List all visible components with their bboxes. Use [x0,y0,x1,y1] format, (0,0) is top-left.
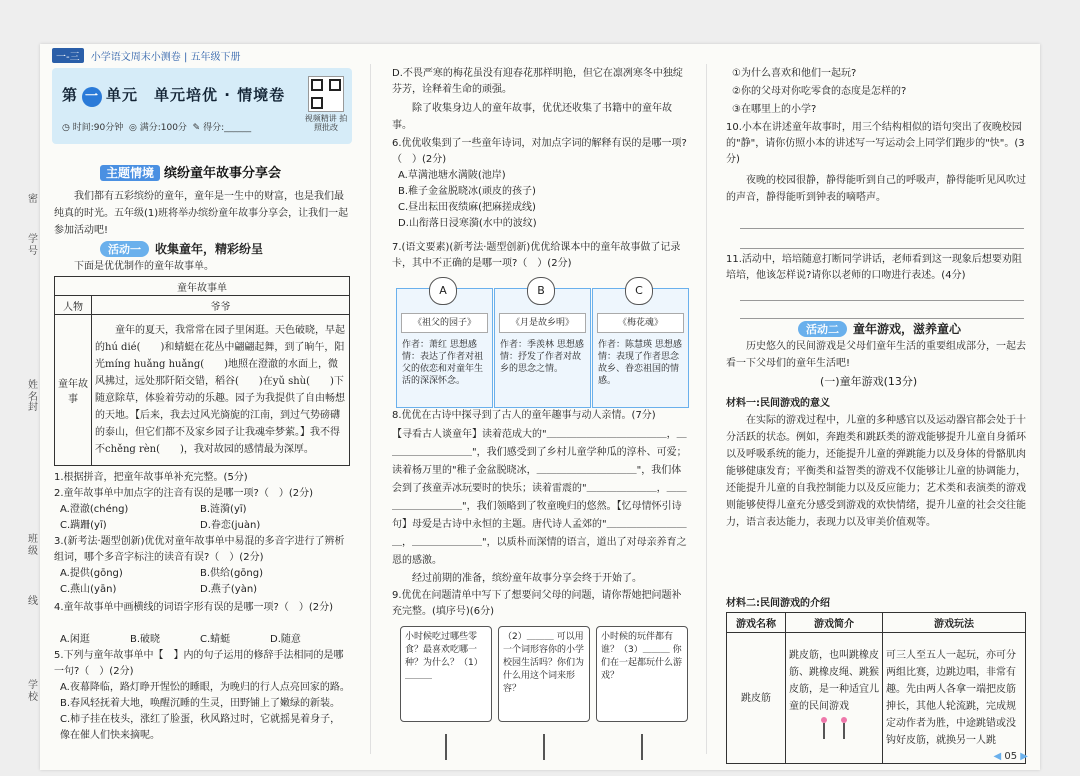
answer-line[interactable] [740,318,1024,319]
q10-quote: 夜晚的校园很静，静得能听到自己的呼吸声，静得能听见风吹过的声音，静得能听到钟表的嘀嗒声。 [726,175,1026,203]
q6-option-b: B.稚子金盆脱晓冰(顽皮的孩子) [398,186,536,197]
q4-option-d: D.随意 [270,634,301,645]
q8-end: 经过前期的准备，缤纷童年故事分享会终于开始了。 [412,573,642,584]
record-card-a [396,284,493,408]
page-header: 一-三 小学语文周末小测卷 | 五年级下册 [52,48,241,63]
activity-two-label: 活动二 [798,321,847,337]
activity-one-label: 活动一 [100,241,149,257]
margin-label-class: 班级 [28,534,38,557]
activity-two-title: 童年游戏，滋养童心 [853,322,962,336]
unit-banner [52,68,352,144]
header-series: 小学语文周末小测卷 [90,52,181,63]
q9-choice-2: ②你的父母对你吃零食的态度是怎样的? [732,86,907,97]
record-card-body: 作者：萧红 思想感情：表达了作者对祖父的依恋和对童年生活的深深怀念。 [402,340,484,386]
games-header-play: 游戏玩法 [883,613,1026,633]
q3-option-b: B.供给(gōng) [200,568,263,579]
activity-one-heading [100,240,263,257]
story-card-title: 童年故事单 [55,277,350,296]
q6-option-a: A.草满池塘水满陂(池岸) [398,170,506,181]
game-intro: 跳皮筋，也叫跳橡皮筋、跳橡皮绳、跳猴皮筋，是一种适宜儿童的民间游戏 [789,650,879,712]
clock-icon: ◷ [62,123,70,133]
q3-option-a: A.提供(gōng) [60,568,123,579]
header-grade: 五年级下册 [190,52,241,63]
record-card-b [494,284,591,408]
activity-two-intro: 历史悠久的民间游戏是父母们童年生活的重要组成部分，一起去看一下父母们的童年生活吧! [726,341,1026,369]
record-card-title: 《祖父的园子》 [401,313,488,333]
unit-title: 第 一 单元 单元培优 · 情境卷 [62,84,285,107]
q5-option-c: C.柿子挂在枝头，涨红了脸蛋，秋风路过时，它就摇晃着身子，像在催人们快来摘呢。 [60,714,341,741]
person-label: 人物 [55,296,92,315]
answer-line[interactable] [740,300,1024,301]
question-board-3[interactable]: 小时候的玩伴都有谁？（3）＿＿＿ 你们在一起都玩什么游戏？ [596,626,688,722]
question-9: 9.优优在问题清单中写下了想要问父母的问题，请你帮她把问题补充完整。(填序号)(6分) [392,590,682,617]
question-7: 7.(语文要素)(新考法·题型创新)优优给课本中的童年故事做了记录卡，其中不正确的是哪一项?（ ）(2分) [392,242,681,269]
material-one-body: 在实际的游戏过程中，儿童的多种感官以及运动器官都会处于十分活跃的状态。例如，奔跑类和跳跃类的游戏能够提升儿童自身循环以及呼吸系统的能力，还能提升儿童的弹跳能力以及身体的骨骼肌肉能够健康发育；平衡类和益智类的游戏不仅能够让儿童的协调能力，还能提升儿童的自我控制能力以及反应能力；艺术类和表演类的游戏则能够使得儿童充分感受到游戏的欢快情绪，提升儿童的社会交往能力，语言表达能力，表现力以及审美价值观等。 [726,415,1026,528]
record-card-body: 作者：季羡林 思想感情：抒发了作者对故乡的思念之情。 [500,340,584,374]
q5-option-d: D.不畏严寒的梅花虽没有迎春花那样明艳，但它在凛冽寒冬中独绽芬芳，诠释着生命的顽强。 [392,68,683,95]
answer-line[interactable] [740,248,1024,249]
question-10: 10.小本在讲述童年故事时，用三个结构相似的语句突出了夜晚校园的"静"，请你仿照小本的讲述写一写运动会上同学们跑步的"快"。(3分) [726,122,1025,165]
record-card-title: 《梅花魂》 [597,313,684,333]
games-header-name: 游戏名称 [727,613,786,633]
board-post [543,734,545,760]
score-icon: ◎ [128,123,137,133]
q2-option-d: D.眷恋(juàn) [200,520,261,531]
q4-option-c: C.蜻蜓 [200,634,231,645]
activity-one-title: 收集童年，精彩纷呈 [155,242,264,256]
q9-choice-3: ③在哪里上的小学? [732,104,817,115]
q5-option-b: B.春风轻抚着大地，唤醒沉睡的生灵，田野铺上了嫩绿的新装。 [60,698,341,709]
subsection-title: (一)童年游戏(13分) [820,375,918,388]
kids-jumping-icon [789,717,879,749]
story-text: 童年的夏天，我常常在园子里闲逛。天色破晓，早起的hú dié( )和蜻蜓在花丛中翩翩起舞，到了晌午，阳光míng huǎng huǎng( )地照在澄澈的水面上，微风拂过，远处那阡陌交错，稻谷( )在yǔ shù( )下随意除草，体验着劳动的乐趣。园子为我提供了自由畅想的天地。【后来，我去过风光旖旎的江南，到过气势磅礴的泰山，但它们都不及家乡园子让我魂牵梦萦。】我不得不chěng rèn( )，我对故园的感情最为深厚。 [92,315,350,466]
margin-label-name: 姓名 [28,380,38,403]
record-card-letter: A [429,277,457,305]
q2-option-b: B.涟漪(yī) [200,504,247,515]
margin-label-line: 线 [28,596,38,607]
book-stories-intro: 除了收集身边人的童年故事，优优还收集了书籍中的童年故事。 [392,103,672,131]
question-board-1[interactable]: 小时候吃过哪些零食？最喜欢吃哪一种？为什么？（1）＿＿＿ [400,626,492,722]
margin-label-seal: 密 [28,194,38,205]
question-5: 5.下列与童年故事单中【 】内的句子运用的修辞手法相同的是哪一句?（ ）(2分) [54,650,344,677]
question-2: 2.童年故事单中加点字的注音有误的是哪一项?（ ）(2分) [54,488,314,499]
question-6: 6.优优收集到了一些童年诗词，对加点字词的解释有误的是哪一项?（ ）(2分) [392,138,687,165]
q3-option-c: C.燕山(yān) [60,584,117,595]
q2-option-c: C.蹒跚(yī) [60,520,107,531]
story-label: 童年故事 [55,315,92,466]
margin-label-school: 学校 [28,680,38,703]
q5-option-a: A.夜幕降临，路灯睁开惺忪的睡眼，为晚归的行人点亮回家的路。 [60,682,350,693]
pen-icon: ✎ [192,123,201,133]
intro-paragraph: 我们都有五彩缤纷的童年，童年是一生中的财富，也是我们最纯真的时光。五年级(1)班将举办缤纷童年故事分享会，让我们一起参加活动吧! [54,191,349,236]
question-3: 3.(新考法·题型创新)优优对童年故事单中易混的多音字进行了辨析组词，哪个多音字标注的读音有误?（ ）(2分) [54,536,345,563]
activity-two-heading [798,320,961,337]
question-4: 4.童年故事单中画横线的词语字形有误的是哪一项?（ ）(2分) [54,602,334,613]
q6-option-d: D.山衔落日浸寒漪(水中的波纹) [398,218,537,229]
answer-line[interactable] [740,228,1024,229]
q4-option-b: B.破晓 [130,634,161,645]
page-number: ◀ 05 ▶ [993,751,1028,762]
question-11: 11.活动中，培培随意打断同学讲话，老师看到这一现象后想要劝阻培培，他该怎样说?请你以老师的口吻进行表述。(4分) [726,254,1022,281]
next-page-icon[interactable]: ▶ [1020,751,1028,762]
q6-option-c: C.昼出耘田夜绩麻(把麻搓成线) [398,202,536,213]
section-heading [100,162,281,181]
header-tag: 一-三 [52,48,84,63]
column-divider [370,64,371,754]
q3-option-d: D.燕子(yàn) [200,584,258,595]
question-8: 8.优优在古诗中探寻到了古人的童年趣事与动人亲情。(7分) [392,410,656,421]
record-card-body: 作者：陈慧瑛 思想感情：表现了作者思念故乡、眷恋祖国的情感。 [598,340,682,386]
game-intro-cell [786,633,883,764]
board-post [445,734,447,760]
column-divider [706,64,707,754]
q9-choice-1: ①为什么喜欢和他们一起玩? [732,68,857,79]
margin-label-student-id: 学号 [28,234,38,257]
game-play: 可三人至五人一起玩，亦可分两组比赛，边跳边唱，非常有趣。先由两人各拿一端把皮筋抻长，其他人轮流跳，完成规定动作者为胜，中途跳错或没钩好皮筋，就换另一人跳 [883,633,1026,764]
material-one-title: 材料一:民间游戏的意义 [726,398,830,409]
game-name-cell [727,633,786,764]
game-name: 跳皮筋 [741,692,771,704]
record-card-title: 《月是故乡明》 [499,313,586,333]
question-board-2[interactable]: （2）＿＿＿ 可以用一个词形容你的小学校园生活吗？你们为什么用这个词来形容？ [498,626,590,722]
games-header-intro: 游戏简介 [786,613,883,633]
margin-label-feng: 封 [28,402,38,413]
exam-page [28,44,1040,770]
record-card-c [592,284,689,408]
activity-one-intro: 下面是优优制作的童年故事单。 [74,261,214,272]
qr-code-icon[interactable] [308,76,344,112]
qr-caption: 视频精讲 拍照批改 [304,114,348,132]
unit-number: 一 [82,87,102,107]
record-card-letter: B [527,277,555,305]
material-two-title: 材料二:民间游戏的介绍 [726,598,830,609]
question-1: 1.根据拼音，把童年故事单补充完整。(5分) [54,472,248,483]
prev-page-icon[interactable]: ◀ [993,751,1002,762]
board-post [641,734,643,760]
q4-option-a: A.闲逛 [60,634,90,645]
section-title: 缤纷童年故事分享会 [164,166,282,181]
q2-option-a: A.澄澈(chéng) [60,504,129,515]
q8-body: 【寻看古人谈童年】读着范成大的"＿＿＿＿＿＿＿＿＿＿＿＿，＿＿＿＿＿＿＿＿＿"，我们感受到了乡村儿童学种瓜的淳朴、可爱；读着杨万里的"稚子金盆脱晓冰，＿＿＿＿＿＿＿＿＿＿"，我们体会到了孩童弄冰玩要时的快乐；读着雷震的"＿＿＿＿＿＿＿，＿＿＿＿＿＿＿＿＿"，我们领略到了牧童晚归的悠然。【忆母情怀引诗句】母爱是古诗中永恒的主题。唐代诗人孟郊的"＿＿＿＿＿＿＿＿＿，＿＿＿＿＿＿＿"，以质朴而深情的语言，道出了对母亲养育之恩的感激。 [392,429,687,566]
games-table [726,612,1026,764]
record-card-letter: C [625,277,653,305]
person-value: 爷爷 [92,296,350,315]
exam-info: ◷ 时间:90分钟 ◎ 满分:100分 ✎ 得分:______ [62,123,252,133]
story-card-table [54,276,350,466]
section-label: 主题情境 [100,165,160,181]
